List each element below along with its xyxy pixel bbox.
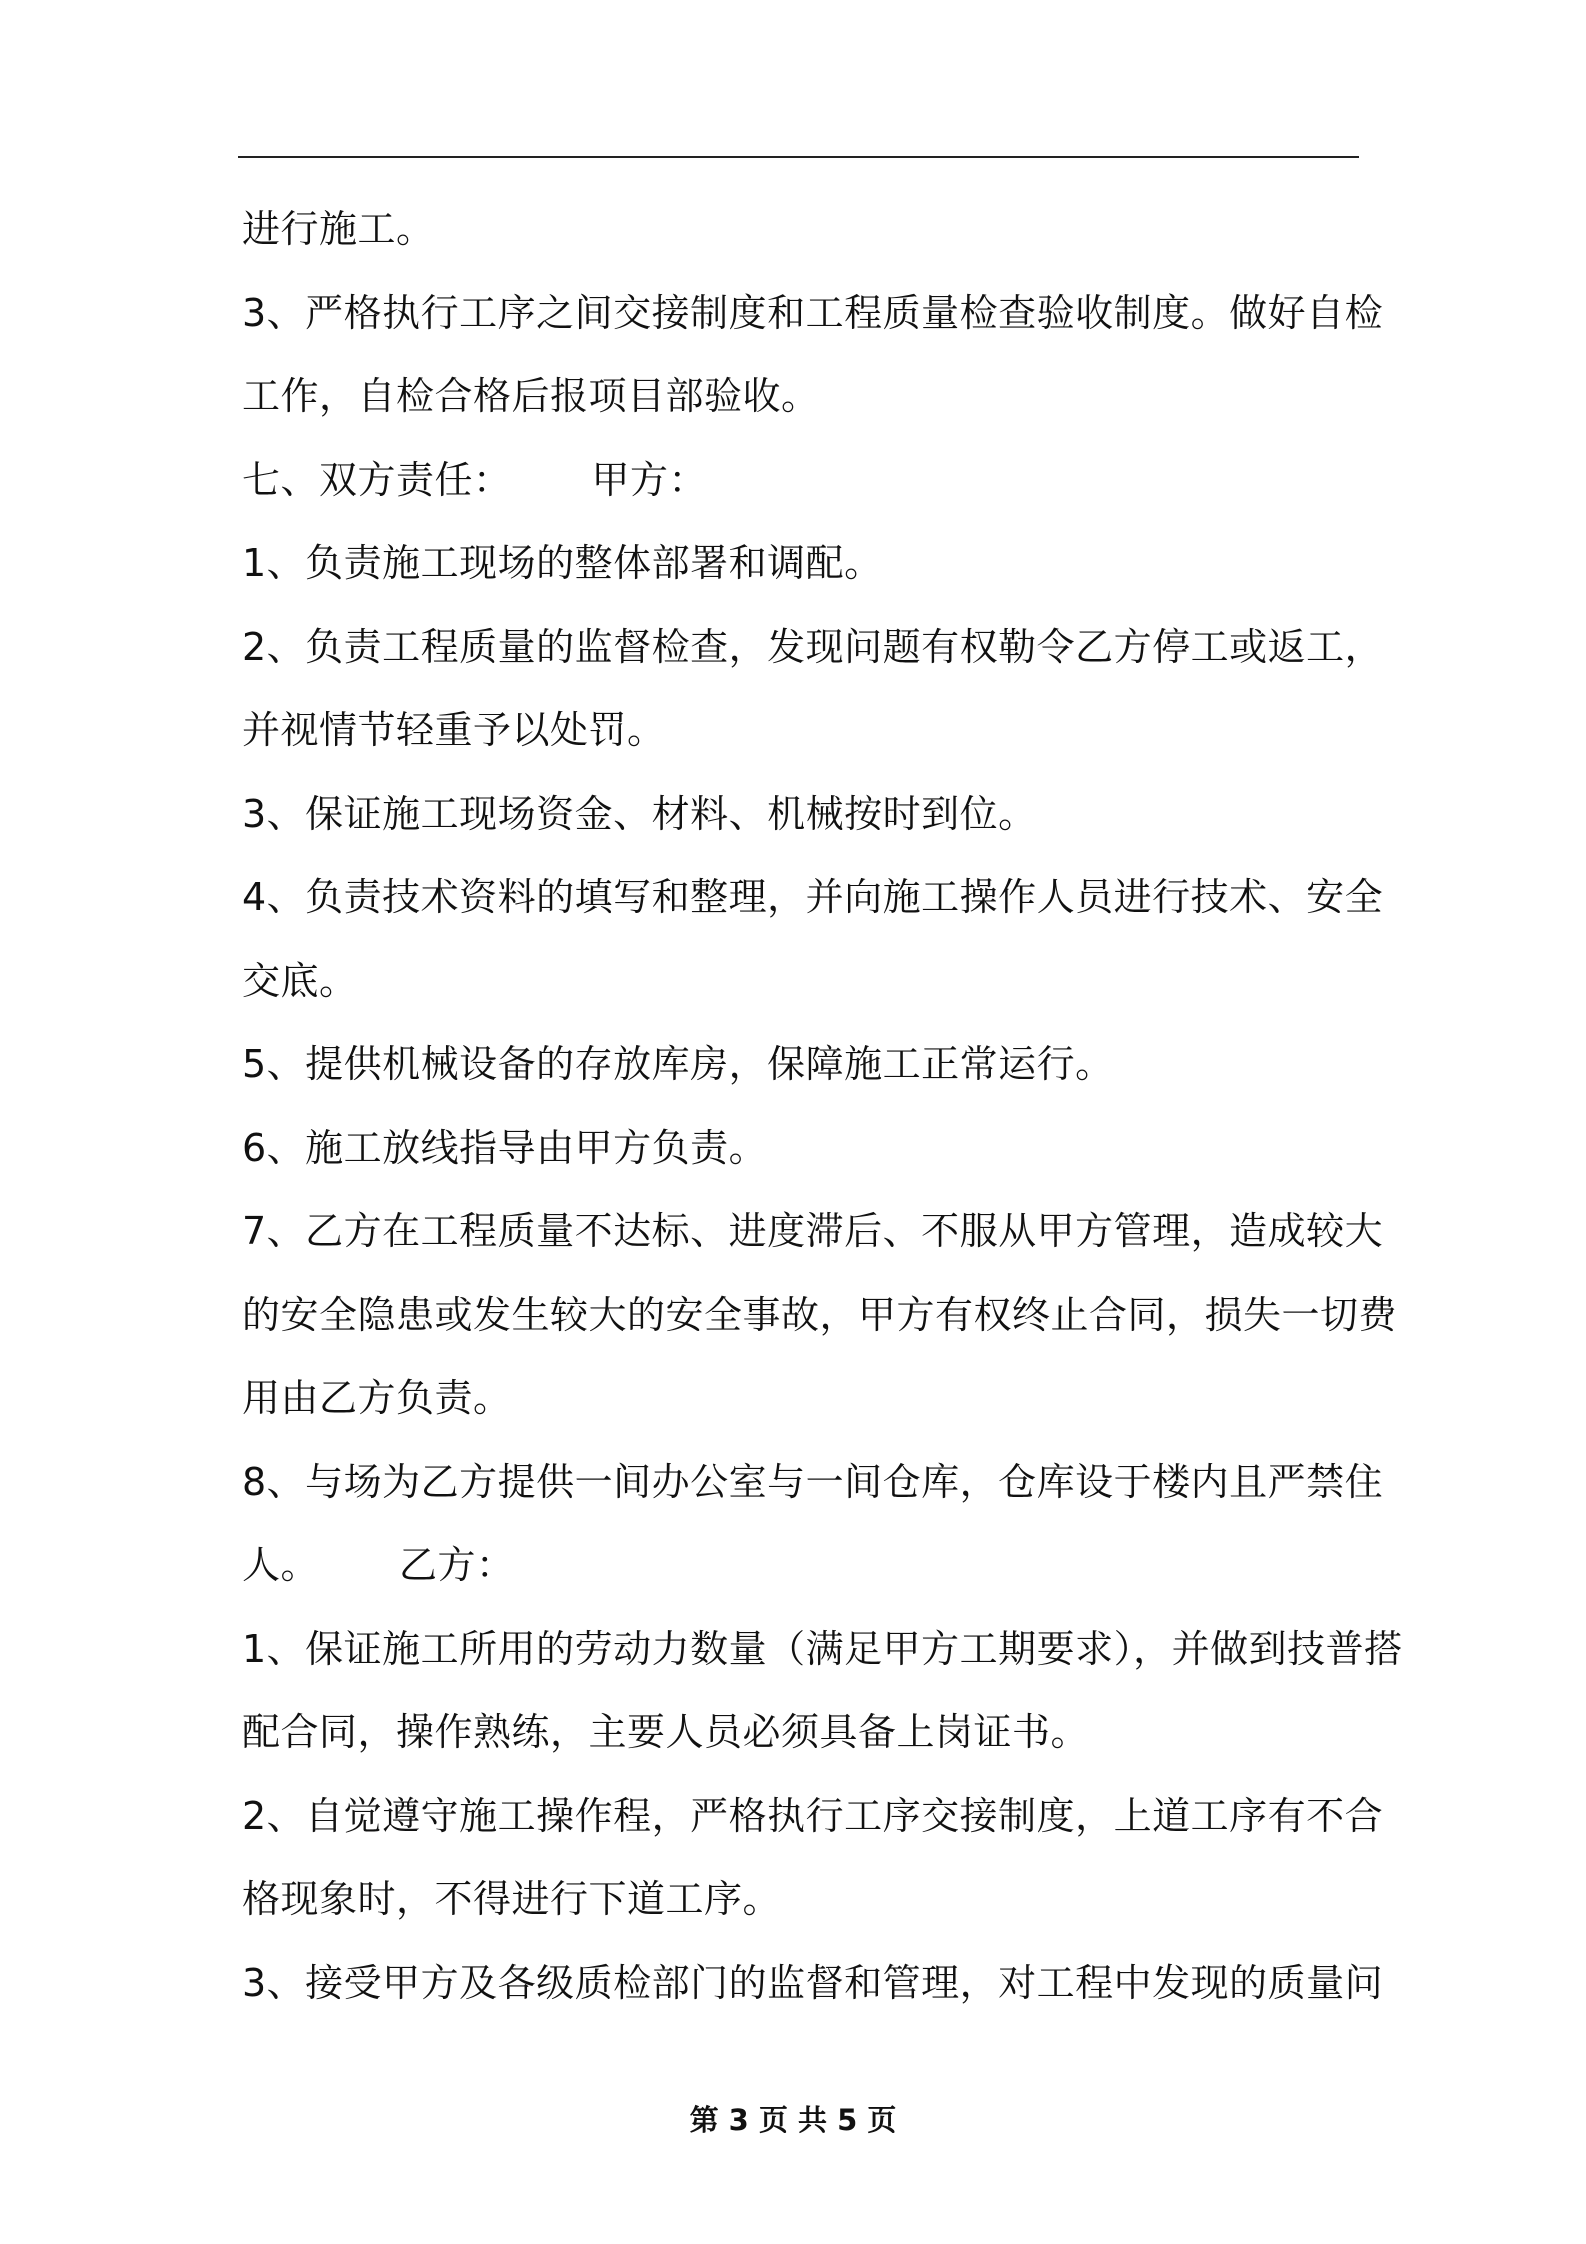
text-line: 3、接受甲方及各级质检部门的监督和管理，对工程中发现的质量问: [242, 1961, 1384, 2005]
party-a-heading: 甲方：: [591, 458, 708, 502]
text-line-section-heading: [242, 455, 707, 505]
text-line: 1、负责施工现场的整体部署和调配。: [242, 541, 883, 585]
section-heading: 七、双方责任：: [242, 458, 512, 502]
text-line: 4、负责技术资料的填写和整理，并向施工操作人员进行技术、安全: [242, 875, 1384, 919]
text-line: 2、负责工程质量的监督检查，发现问题有权勒令乙方停工或返工，: [242, 625, 1384, 669]
text-line: 6、施工放线指导由甲方负责。: [242, 1126, 768, 1170]
text-line: 7、乙方在工程质量不达标、进度滞后、不服从甲方管理，造成较大: [242, 1209, 1384, 1253]
text-line-party-b: [242, 1540, 515, 1590]
text-line: 5、提供机械设备的存放库房，保障施工正常运行。: [242, 1042, 1114, 1086]
text-line: 3、保证施工现场资金、材料、机械按时到位。: [242, 792, 1037, 836]
text-line: 8、与场为乙方提供一间办公室与一间仓库，仓库设于楼内且严禁住: [242, 1460, 1384, 1504]
party-b-heading: 乙方：: [399, 1543, 515, 1587]
text-line: 3、严格执行工序之间交接制度和工程质量检查验收制度。做好自检: [242, 291, 1384, 335]
text-line: 格现象时，不得进行下道工序。: [242, 1877, 782, 1921]
text-line: 并视情节轻重予以处罚。: [242, 708, 666, 752]
text-line: 1、保证施工所用的劳动力数量（满足甲方工期要求），并做到技普搭: [242, 1627, 1403, 1671]
text-line: 进行施工。: [242, 207, 435, 251]
text-line: 的安全隐患或发生较大的安全事故，甲方有权终止合同，损失一切费: [242, 1293, 1398, 1337]
text-line: 用由乙方负责。: [242, 1376, 512, 1420]
text-line: 配合同，操作熟练，主要人员必须具备上岗证书。: [242, 1710, 1090, 1754]
header-rule: [238, 156, 1359, 158]
text-line: 交底。: [242, 959, 358, 1003]
page-number: 第 3 页 共 5 页: [689, 2103, 897, 2137]
text-line: 工作，自检合格后报项目部验收。: [242, 374, 820, 418]
text-line: 2、自觉遵守施工操作程，严格执行工序交接制度，上道工序有不合: [242, 1794, 1384, 1838]
text-fragment: 人。: [242, 1543, 320, 1587]
